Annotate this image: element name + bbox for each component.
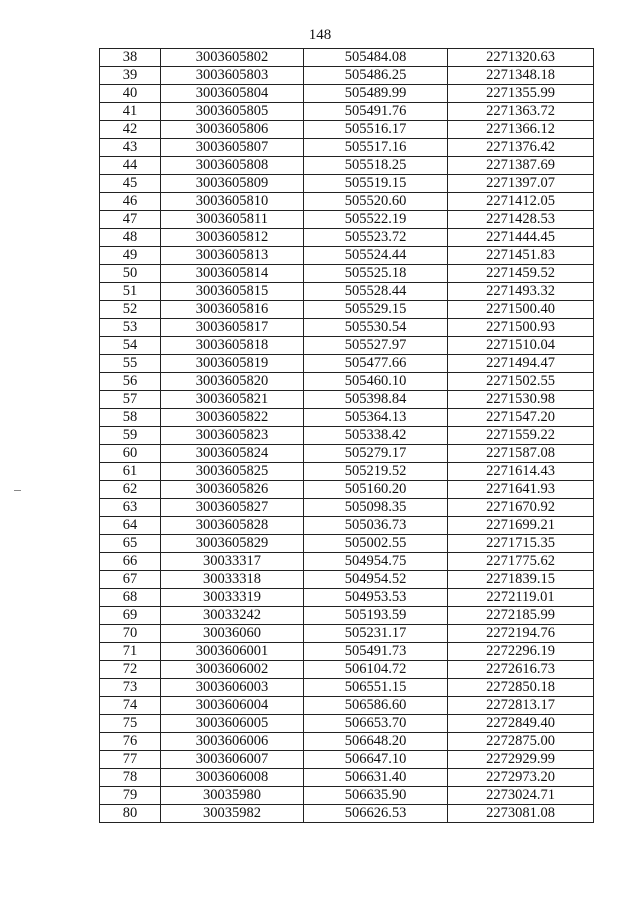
table-row [100, 769, 594, 787]
table-row [100, 337, 594, 355]
x-coordinate-cell: 505520.60 [304, 193, 448, 211]
y-coordinate-cell: 2272929.99 [448, 751, 594, 769]
point-id-cell: 30035982 [161, 805, 304, 823]
table-row [100, 535, 594, 553]
y-coordinate-cell: 2272119.01 [448, 589, 594, 607]
point-id-cell: 3003605829 [161, 535, 304, 553]
table-row [100, 157, 594, 175]
table-body [100, 49, 594, 823]
x-coordinate-cell: 506631.40 [304, 769, 448, 787]
point-number-cell: 45 [100, 175, 161, 193]
point-id-cell: 3003605812 [161, 229, 304, 247]
y-coordinate-cell: 2271397.07 [448, 175, 594, 193]
x-coordinate-cell: 505516.17 [304, 121, 448, 139]
table-row [100, 787, 594, 805]
x-coordinate-cell: 504953.53 [304, 589, 448, 607]
point-id-cell: 3003606005 [161, 715, 304, 733]
y-coordinate-cell: 2271428.53 [448, 211, 594, 229]
point-number-cell: 64 [100, 517, 161, 535]
point-id-cell: 30035980 [161, 787, 304, 805]
point-id-cell: 3003605825 [161, 463, 304, 481]
point-number-cell: 46 [100, 193, 161, 211]
y-coordinate-cell: 2271355.99 [448, 85, 594, 103]
point-id-cell: 3003606004 [161, 697, 304, 715]
point-number-cell: 53 [100, 319, 161, 337]
table-row [100, 175, 594, 193]
table-row [100, 571, 594, 589]
y-coordinate-cell: 2271412.05 [448, 193, 594, 211]
y-coordinate-cell: 2271614.43 [448, 463, 594, 481]
x-coordinate-cell: 505279.17 [304, 445, 448, 463]
table-row [100, 553, 594, 571]
point-id-cell: 3003605809 [161, 175, 304, 193]
y-coordinate-cell: 2271587.08 [448, 445, 594, 463]
x-coordinate-cell: 505486.25 [304, 67, 448, 85]
y-coordinate-cell: 2271500.93 [448, 319, 594, 337]
point-id-cell: 3003605828 [161, 517, 304, 535]
y-coordinate-cell: 2272194.76 [448, 625, 594, 643]
point-number-cell: 55 [100, 355, 161, 373]
point-number-cell: 56 [100, 373, 161, 391]
y-coordinate-cell: 2272875.00 [448, 733, 594, 751]
x-coordinate-cell: 504954.52 [304, 571, 448, 589]
x-coordinate-cell: 505491.73 [304, 643, 448, 661]
x-coordinate-cell: 505517.16 [304, 139, 448, 157]
x-coordinate-cell: 505523.72 [304, 229, 448, 247]
point-number-cell: 41 [100, 103, 161, 121]
point-id-cell: 3003605826 [161, 481, 304, 499]
point-number-cell: 60 [100, 445, 161, 463]
table-row [100, 193, 594, 211]
table-row [100, 661, 594, 679]
y-coordinate-cell: 2271699.21 [448, 517, 594, 535]
point-number-cell: 59 [100, 427, 161, 445]
y-coordinate-cell: 2273081.08 [448, 805, 594, 823]
y-coordinate-cell: 2271530.98 [448, 391, 594, 409]
y-coordinate-cell: 2271641.93 [448, 481, 594, 499]
x-coordinate-cell: 506626.53 [304, 805, 448, 823]
table-row [100, 607, 594, 625]
x-coordinate-cell: 505193.59 [304, 607, 448, 625]
point-number-cell: 48 [100, 229, 161, 247]
x-coordinate-cell: 505489.99 [304, 85, 448, 103]
point-id-cell: 3003605803 [161, 67, 304, 85]
y-coordinate-cell: 2271494.47 [448, 355, 594, 373]
table-row [100, 49, 594, 67]
table-row [100, 715, 594, 733]
table-row [100, 643, 594, 661]
table-row [100, 85, 594, 103]
x-coordinate-cell: 505530.54 [304, 319, 448, 337]
x-coordinate-cell: 505524.44 [304, 247, 448, 265]
x-coordinate-cell: 505491.76 [304, 103, 448, 121]
x-coordinate-cell: 506104.72 [304, 661, 448, 679]
y-coordinate-cell: 2271559.22 [448, 427, 594, 445]
point-id-cell: 3003605806 [161, 121, 304, 139]
point-number-cell: 71 [100, 643, 161, 661]
point-number-cell: 70 [100, 625, 161, 643]
x-coordinate-cell: 505160.20 [304, 481, 448, 499]
point-id-cell: 3003605821 [161, 391, 304, 409]
point-id-cell: 3003606007 [161, 751, 304, 769]
point-number-cell: 44 [100, 157, 161, 175]
y-coordinate-cell: 2272185.99 [448, 607, 594, 625]
point-number-cell: 57 [100, 391, 161, 409]
x-coordinate-cell: 505522.19 [304, 211, 448, 229]
y-coordinate-cell: 2272850.18 [448, 679, 594, 697]
table-row [100, 391, 594, 409]
point-number-cell: 74 [100, 697, 161, 715]
point-id-cell: 30033318 [161, 571, 304, 589]
table-row [100, 679, 594, 697]
point-number-cell: 61 [100, 463, 161, 481]
point-number-cell: 73 [100, 679, 161, 697]
y-coordinate-cell: 2272813.17 [448, 697, 594, 715]
point-number-cell: 79 [100, 787, 161, 805]
y-coordinate-cell: 2272296.19 [448, 643, 594, 661]
table-row [100, 751, 594, 769]
point-id-cell: 3003606008 [161, 769, 304, 787]
table-row [100, 103, 594, 121]
point-number-cell: 40 [100, 85, 161, 103]
point-id-cell: 3003605820 [161, 373, 304, 391]
x-coordinate-cell: 506653.70 [304, 715, 448, 733]
table-row [100, 373, 594, 391]
point-number-cell: 38 [100, 49, 161, 67]
x-coordinate-cell: 505002.55 [304, 535, 448, 553]
table-row [100, 409, 594, 427]
table-row [100, 625, 594, 643]
table-row [100, 805, 594, 823]
y-coordinate-cell: 2271376.42 [448, 139, 594, 157]
point-id-cell: 3003605824 [161, 445, 304, 463]
table-row [100, 427, 594, 445]
y-coordinate-cell: 2271839.15 [448, 571, 594, 589]
point-number-cell: 66 [100, 553, 161, 571]
point-number-cell: 69 [100, 607, 161, 625]
y-coordinate-cell: 2271366.12 [448, 121, 594, 139]
y-coordinate-cell: 2272849.40 [448, 715, 594, 733]
table-row [100, 121, 594, 139]
y-coordinate-cell: 2272616.73 [448, 661, 594, 679]
point-id-cell: 3003606006 [161, 733, 304, 751]
point-number-cell: 42 [100, 121, 161, 139]
table-row [100, 733, 594, 751]
point-number-cell: 47 [100, 211, 161, 229]
point-id-cell: 3003605813 [161, 247, 304, 265]
table-row [100, 445, 594, 463]
point-id-cell: 3003605823 [161, 427, 304, 445]
point-number-cell: 63 [100, 499, 161, 517]
x-coordinate-cell: 506635.90 [304, 787, 448, 805]
point-number-cell: 62 [100, 481, 161, 499]
page-number: 148 [308, 27, 332, 43]
point-id-cell: 3003605818 [161, 337, 304, 355]
y-coordinate-cell: 2272973.20 [448, 769, 594, 787]
x-coordinate-cell: 505338.42 [304, 427, 448, 445]
x-coordinate-cell: 505484.08 [304, 49, 448, 67]
point-number-cell: 49 [100, 247, 161, 265]
point-number-cell: 68 [100, 589, 161, 607]
table-row [100, 697, 594, 715]
point-id-cell: 30033242 [161, 607, 304, 625]
table-row [100, 67, 594, 85]
table-row [100, 499, 594, 517]
x-coordinate-cell: 505231.17 [304, 625, 448, 643]
point-id-cell: 3003605816 [161, 301, 304, 319]
x-coordinate-cell: 505460.10 [304, 373, 448, 391]
x-coordinate-cell: 506648.20 [304, 733, 448, 751]
table-row [100, 319, 594, 337]
table-row [100, 355, 594, 373]
y-coordinate-cell: 2271502.55 [448, 373, 594, 391]
table-row [100, 247, 594, 265]
point-number-cell: 76 [100, 733, 161, 751]
point-id-cell: 3003606002 [161, 661, 304, 679]
y-coordinate-cell: 2271459.52 [448, 265, 594, 283]
table-row [100, 463, 594, 481]
point-number-cell: 54 [100, 337, 161, 355]
point-number-cell: 52 [100, 301, 161, 319]
point-number-cell: 39 [100, 67, 161, 85]
table-row [100, 283, 594, 301]
y-coordinate-cell: 2271510.04 [448, 337, 594, 355]
y-coordinate-cell: 2271320.63 [448, 49, 594, 67]
point-id-cell: 30033317 [161, 553, 304, 571]
margin-mark [14, 490, 21, 491]
x-coordinate-cell: 506586.60 [304, 697, 448, 715]
point-id-cell: 3003605805 [161, 103, 304, 121]
coordinates-table [99, 48, 594, 823]
y-coordinate-cell: 2271387.69 [448, 157, 594, 175]
table-row [100, 211, 594, 229]
point-id-cell: 3003605804 [161, 85, 304, 103]
point-number-cell: 77 [100, 751, 161, 769]
point-number-cell: 75 [100, 715, 161, 733]
point-id-cell: 3003605802 [161, 49, 304, 67]
y-coordinate-cell: 2271500.40 [448, 301, 594, 319]
point-number-cell: 50 [100, 265, 161, 283]
x-coordinate-cell: 505219.52 [304, 463, 448, 481]
point-id-cell: 3003605808 [161, 157, 304, 175]
x-coordinate-cell: 505477.66 [304, 355, 448, 373]
point-number-cell: 67 [100, 571, 161, 589]
x-coordinate-cell: 505364.13 [304, 409, 448, 427]
point-id-cell: 3003605819 [161, 355, 304, 373]
x-coordinate-cell: 505098.35 [304, 499, 448, 517]
point-id-cell: 3003605814 [161, 265, 304, 283]
x-coordinate-cell: 505529.15 [304, 301, 448, 319]
point-id-cell: 3003606001 [161, 643, 304, 661]
x-coordinate-cell: 505519.15 [304, 175, 448, 193]
point-id-cell: 3003605807 [161, 139, 304, 157]
x-coordinate-cell: 506551.15 [304, 679, 448, 697]
x-coordinate-cell: 505528.44 [304, 283, 448, 301]
point-number-cell: 58 [100, 409, 161, 427]
x-coordinate-cell: 505036.73 [304, 517, 448, 535]
point-number-cell: 51 [100, 283, 161, 301]
y-coordinate-cell: 2271547.20 [448, 409, 594, 427]
table-row [100, 139, 594, 157]
point-id-cell: 3003605817 [161, 319, 304, 337]
table-row [100, 301, 594, 319]
y-coordinate-cell: 2271493.32 [448, 283, 594, 301]
point-id-cell: 3003605810 [161, 193, 304, 211]
point-id-cell: 3003605822 [161, 409, 304, 427]
y-coordinate-cell: 2271670.92 [448, 499, 594, 517]
point-id-cell: 3003605811 [161, 211, 304, 229]
point-number-cell: 80 [100, 805, 161, 823]
y-coordinate-cell: 2271348.18 [448, 67, 594, 85]
x-coordinate-cell: 505525.18 [304, 265, 448, 283]
y-coordinate-cell: 2271444.45 [448, 229, 594, 247]
table-row [100, 481, 594, 499]
point-number-cell: 78 [100, 769, 161, 787]
x-coordinate-cell: 506647.10 [304, 751, 448, 769]
point-id-cell: 3003606003 [161, 679, 304, 697]
y-coordinate-cell: 2273024.71 [448, 787, 594, 805]
y-coordinate-cell: 2271775.62 [448, 553, 594, 571]
table-row [100, 589, 594, 607]
x-coordinate-cell: 505398.84 [304, 391, 448, 409]
point-number-cell: 65 [100, 535, 161, 553]
y-coordinate-cell: 2271451.83 [448, 247, 594, 265]
point-id-cell: 3003605827 [161, 499, 304, 517]
x-coordinate-cell: 505527.97 [304, 337, 448, 355]
y-coordinate-cell: 2271363.72 [448, 103, 594, 121]
point-id-cell: 30036060 [161, 625, 304, 643]
table-row [100, 517, 594, 535]
point-number-cell: 43 [100, 139, 161, 157]
table-row [100, 265, 594, 283]
point-id-cell: 3003605815 [161, 283, 304, 301]
x-coordinate-cell: 504954.75 [304, 553, 448, 571]
point-id-cell: 30033319 [161, 589, 304, 607]
y-coordinate-cell: 2271715.35 [448, 535, 594, 553]
point-number-cell: 72 [100, 661, 161, 679]
x-coordinate-cell: 505518.25 [304, 157, 448, 175]
table-row [100, 229, 594, 247]
